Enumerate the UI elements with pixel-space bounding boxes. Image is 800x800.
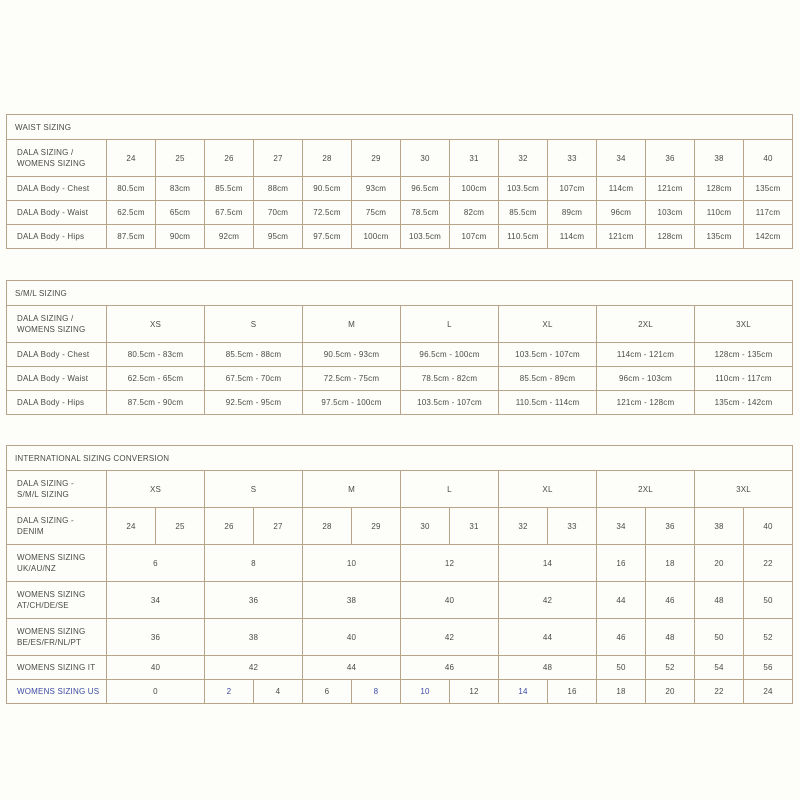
size-cell: 28: [303, 508, 352, 545]
size-cell: 50: [597, 656, 646, 680]
waist-size-cell: 36: [646, 140, 695, 177]
measure-cell: 95cm: [254, 225, 303, 249]
measure-cell: 72.5cm: [303, 201, 352, 225]
waist-size-cell: 24: [107, 140, 156, 177]
measure-cell: 83cm: [156, 177, 205, 201]
measure-cell: 103.5cm: [401, 225, 450, 249]
measure-cell: 96cm: [597, 201, 646, 225]
measure-cell: 96.5cm: [401, 177, 450, 201]
measure-cell: 80.5cm: [107, 177, 156, 201]
measure-cell: 90.5cm: [303, 177, 352, 201]
row-label: DALA Body - Hips: [7, 391, 107, 415]
row-label: WOMENS SIZING AT/CH/DE/SE: [7, 582, 107, 619]
size-cell: 16: [548, 680, 597, 704]
sml-size-cell: S: [205, 306, 303, 343]
measure-cell: 62.5cm: [107, 201, 156, 225]
measure-cell: 85.5cm: [499, 201, 548, 225]
waist-sizing-table: [6, 114, 793, 249]
size-cell: 10: [303, 545, 401, 582]
size-cell: XL: [499, 471, 597, 508]
measure-cell: 85.5cm: [205, 177, 254, 201]
size-cell: 25: [156, 508, 205, 545]
size-cell: 44: [597, 582, 646, 619]
international-sizing-table: [6, 445, 793, 704]
size-cell: 46: [597, 619, 646, 656]
size-cell: 32: [499, 508, 548, 545]
size-cell: 10: [401, 680, 450, 704]
measure-cell: 78.5cm: [401, 201, 450, 225]
sml-size-cell: XL: [499, 306, 597, 343]
sml-hips-row: [7, 391, 793, 415]
measure-cell: 110cm: [695, 201, 744, 225]
size-cell: 56: [744, 656, 793, 680]
waist-size-cell: 40: [744, 140, 793, 177]
size-cell: 52: [646, 656, 695, 680]
measure-cell: 128cm: [695, 177, 744, 201]
size-cell: 0: [107, 680, 205, 704]
sml-size-cell: M: [303, 306, 401, 343]
intl-uk-row: [7, 545, 793, 582]
measure-cell: 117cm: [744, 201, 793, 225]
measure-cell: 92cm: [205, 225, 254, 249]
waist-size-cell: 30: [401, 140, 450, 177]
row-label: DALA Body - Waist: [7, 367, 107, 391]
measure-cell: 97.5cm: [303, 225, 352, 249]
measure-cell: 89cm: [548, 201, 597, 225]
size-cell: L: [401, 471, 499, 508]
size-cell: 6: [107, 545, 205, 582]
size-cell: 46: [646, 582, 695, 619]
size-cell: 8: [205, 545, 303, 582]
size-cell: M: [303, 471, 401, 508]
size-cell: 38: [695, 508, 744, 545]
size-cell: 40: [107, 656, 205, 680]
row-label: WOMENS SIZING IT: [7, 656, 107, 680]
sml-waist-row: [7, 367, 793, 391]
measure-cell: 62.5cm - 65cm: [107, 367, 205, 391]
size-cell: 20: [646, 680, 695, 704]
row-label: WOMENS SIZING UK/AU/NZ: [7, 545, 107, 582]
size-cell: S: [205, 471, 303, 508]
measure-cell: 72.5cm - 75cm: [303, 367, 401, 391]
size-cell: 18: [646, 545, 695, 582]
measure-cell: 82cm: [450, 201, 499, 225]
waist-size-cell: 31: [450, 140, 499, 177]
measure-cell: 114cm - 121cm: [597, 343, 695, 367]
row-label: DALA SIZING - S/M/L SIZING: [7, 471, 107, 508]
size-cell: 29: [352, 508, 401, 545]
intl-sizing-title: INTERNATIONAL SIZING CONVERSION: [7, 446, 793, 471]
size-cell: 4: [254, 680, 303, 704]
size-cell: 26: [205, 508, 254, 545]
size-cell: 50: [695, 619, 744, 656]
measure-cell: 103.5cm - 107cm: [401, 391, 499, 415]
measure-cell: 107cm: [548, 177, 597, 201]
waist-size-cell: 34: [597, 140, 646, 177]
size-cell: 27: [254, 508, 303, 545]
size-cell: 20: [695, 545, 744, 582]
size-cell: 42: [499, 582, 597, 619]
sml-size-cell: XS: [107, 306, 205, 343]
row-label: DALA Body - Chest: [7, 177, 107, 201]
size-cell: 30: [401, 508, 450, 545]
row-label: DALA Body - Waist: [7, 201, 107, 225]
measure-cell: 78.5cm - 82cm: [401, 367, 499, 391]
size-cell: 38: [303, 582, 401, 619]
size-cell: 52: [744, 619, 793, 656]
measure-cell: 114cm: [597, 177, 646, 201]
size-cell: 34: [107, 582, 205, 619]
measure-cell: 90cm: [156, 225, 205, 249]
measure-cell: 93cm: [352, 177, 401, 201]
waist-size-cell: 26: [205, 140, 254, 177]
measure-cell: 128cm: [646, 225, 695, 249]
size-cell: 31: [450, 508, 499, 545]
intl-be-row: [7, 619, 793, 656]
sml-size-cell: L: [401, 306, 499, 343]
size-cell: 44: [303, 656, 401, 680]
intl-denim-row: [7, 508, 793, 545]
size-cell: 40: [744, 508, 793, 545]
row-label: DALA Body - Chest: [7, 343, 107, 367]
size-cell: 36: [205, 582, 303, 619]
measure-cell: 88cm: [254, 177, 303, 201]
waist-size-cell: 33: [548, 140, 597, 177]
size-cell: 48: [695, 582, 744, 619]
measure-cell: 100cm: [352, 225, 401, 249]
size-cell: 40: [401, 582, 499, 619]
size-cell: 33: [548, 508, 597, 545]
measure-cell: 110.5cm: [499, 225, 548, 249]
measure-cell: 110.5cm - 114cm: [499, 391, 597, 415]
waist-header-label: DALA SIZING / WOMENS SIZING: [7, 140, 107, 177]
size-cell: 6: [303, 680, 352, 704]
size-cell: 24: [744, 680, 793, 704]
row-label: WOMENS SIZING US: [7, 680, 107, 704]
measure-cell: 87.5cm - 90cm: [107, 391, 205, 415]
measure-cell: 114cm: [548, 225, 597, 249]
size-cell: 16: [597, 545, 646, 582]
measure-cell: 65cm: [156, 201, 205, 225]
measure-cell: 107cm: [450, 225, 499, 249]
sml-sizing-table: [6, 280, 793, 415]
size-cell: 50: [744, 582, 793, 619]
measure-cell: 100cm: [450, 177, 499, 201]
measure-cell: 80.5cm - 83cm: [107, 343, 205, 367]
measure-cell: 92.5cm - 95cm: [205, 391, 303, 415]
measure-cell: 121cm: [597, 225, 646, 249]
size-cell: 2: [205, 680, 254, 704]
measure-cell: 96.5cm - 100cm: [401, 343, 499, 367]
size-cell: 8: [352, 680, 401, 704]
measure-cell: 97.5cm - 100cm: [303, 391, 401, 415]
waist-size-cell: 29: [352, 140, 401, 177]
size-cell: 18: [597, 680, 646, 704]
waist-chest-row: [7, 177, 793, 201]
measure-cell: 103.5cm: [499, 177, 548, 201]
measure-cell: 121cm: [646, 177, 695, 201]
waist-hips-row: [7, 225, 793, 249]
measure-cell: 135cm: [744, 177, 793, 201]
size-cell: 54: [695, 656, 744, 680]
waist-size-cell: 25: [156, 140, 205, 177]
waist-size-cell: 32: [499, 140, 548, 177]
row-label: DALA SIZING - DENIM: [7, 508, 107, 545]
measure-cell: 103.5cm - 107cm: [499, 343, 597, 367]
intl-us-row: [7, 680, 793, 704]
size-cell: 36: [646, 508, 695, 545]
size-cell: 46: [401, 656, 499, 680]
measure-cell: 142cm: [744, 225, 793, 249]
measure-cell: 85.5cm - 89cm: [499, 367, 597, 391]
size-cell: 38: [205, 619, 303, 656]
waist-waist-row: [7, 201, 793, 225]
size-cell: 36: [107, 619, 205, 656]
size-cell: 48: [646, 619, 695, 656]
size-cell: XS: [107, 471, 205, 508]
measure-cell: 110cm - 117cm: [695, 367, 793, 391]
waist-size-cell: 27: [254, 140, 303, 177]
waist-size-cell: 38: [695, 140, 744, 177]
size-cell: 14: [499, 680, 548, 704]
size-cell: 22: [744, 545, 793, 582]
size-cell: 12: [450, 680, 499, 704]
intl-at-row: [7, 582, 793, 619]
intl-sml-row: [7, 471, 793, 508]
measure-cell: 128cm - 135cm: [695, 343, 793, 367]
sml-header-label: DALA SIZING / WOMENS SIZING: [7, 306, 107, 343]
size-cell: 34: [597, 508, 646, 545]
measure-cell: 96cm - 103cm: [597, 367, 695, 391]
size-cell: 42: [205, 656, 303, 680]
measure-cell: 70cm: [254, 201, 303, 225]
size-cell: 40: [303, 619, 401, 656]
measure-cell: 85.5cm - 88cm: [205, 343, 303, 367]
size-cell: 24: [107, 508, 156, 545]
size-cell: 42: [401, 619, 499, 656]
measure-cell: 90.5cm - 93cm: [303, 343, 401, 367]
size-cell: 12: [401, 545, 499, 582]
sml-size-cell: 3XL: [695, 306, 793, 343]
measure-cell: 121cm - 128cm: [597, 391, 695, 415]
measure-cell: 67.5cm: [205, 201, 254, 225]
measure-cell: 103cm: [646, 201, 695, 225]
row-label: DALA Body - Hips: [7, 225, 107, 249]
size-cell: 14: [499, 545, 597, 582]
row-label: WOMENS SIZING BE/ES/FR/NL/PT: [7, 619, 107, 656]
sml-size-cell: 2XL: [597, 306, 695, 343]
size-cell: 2XL: [597, 471, 695, 508]
waist-sizing-title: WAIST SIZING: [7, 115, 793, 140]
sml-sizing-title: S/M/L SIZING: [7, 281, 793, 306]
measure-cell: 135cm - 142cm: [695, 391, 793, 415]
size-cell: 22: [695, 680, 744, 704]
size-cell: 48: [499, 656, 597, 680]
measure-cell: 75cm: [352, 201, 401, 225]
sml-chest-row: [7, 343, 793, 367]
size-cell: 3XL: [695, 471, 793, 508]
size-cell: 44: [499, 619, 597, 656]
waist-size-cell: 28: [303, 140, 352, 177]
intl-it-row: [7, 656, 793, 680]
measure-cell: 67.5cm - 70cm: [205, 367, 303, 391]
measure-cell: 87.5cm: [107, 225, 156, 249]
measure-cell: 135cm: [695, 225, 744, 249]
